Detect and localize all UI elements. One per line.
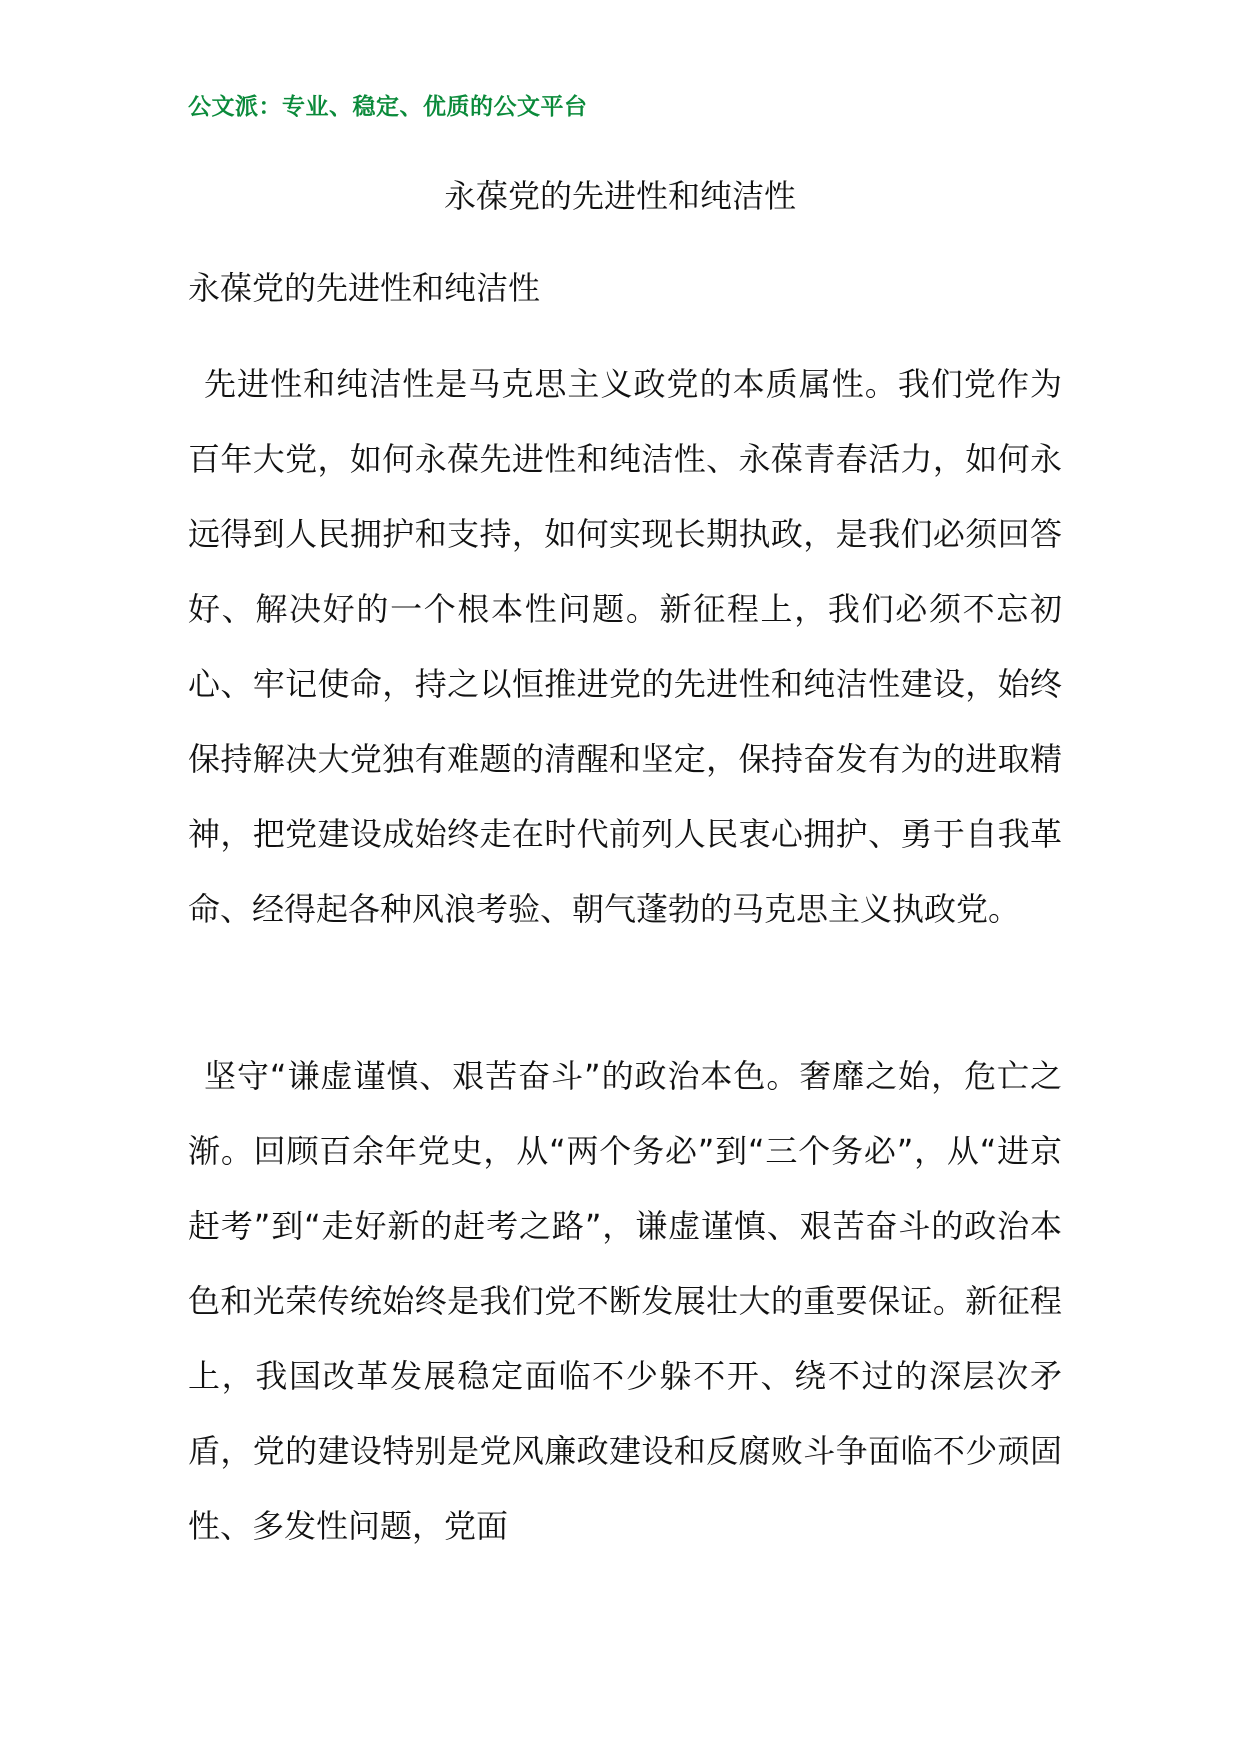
body-paragraph-1: 先进性和纯洁性是马克思主义政党的本质属性。我们党作为百年大党，如何永葆先进性和纯洁性、永葆青春活力，如何永远得到人民拥护和支持，如何实现长期执政，是我们必须回答好、解决好的一个根本性问题。新征程上，我们必须不忘初心、牢记使命，持之以恒推进党的先进性和纯洁性建设，始终保持解决大党独有难题的清醒和坚定，保持奋发有为的进取精神，把党建设成始终走在时代前列人民衷心拥护、勇于自我革命、经得起各种风浪考验、朝气蓬勃的马克思主义执政党。 <box>188 365 1062 928</box>
header-banner: 公文派：专业、稳定、优质的公文平台 <box>188 94 588 120</box>
body-paragraph-2: 坚守“谦虚谨慎、艰苦奋斗”的政治本色。奢靡之始，危亡之渐。回顾百余年党史，从“两个务必”到“三个务必”，从“进京赶考”到“走好新的赶考之路”，谦虚谨慎、艰苦奋斗的政治本色和光荣传统始终是我们党不断发展壮大的重要保证。新征程上，我国改革发展稳定面临不少躲不开、绕不过的深层次矛盾，党的建设特别是党风廉政建设和反腐败斗争面临不少顽固性、多发性问题，党面 <box>188 1057 1062 1545</box>
document-title: 永葆党的先进性和纯洁性 <box>443 177 796 215</box>
document-subtitle: 永葆党的先进性和纯洁性 <box>188 269 541 307</box>
